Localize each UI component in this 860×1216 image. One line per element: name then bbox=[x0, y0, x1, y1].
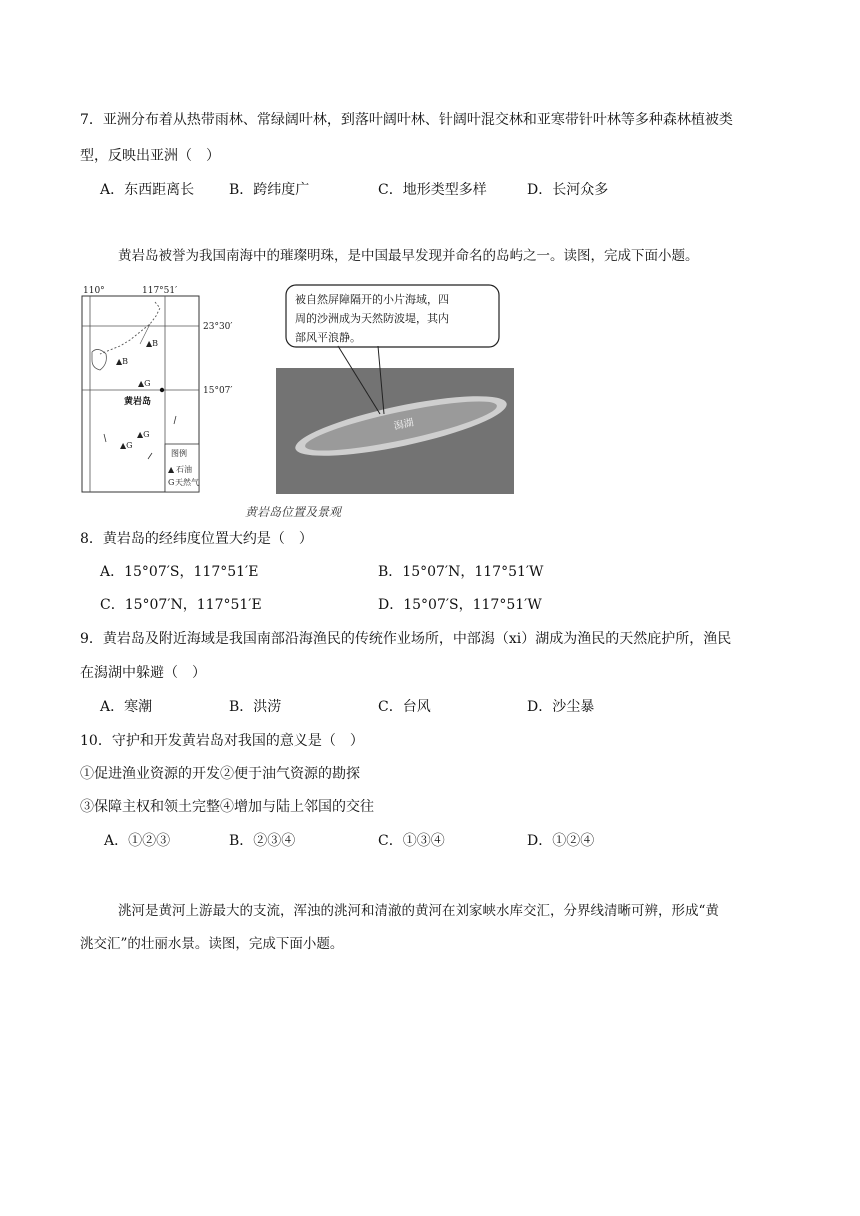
legend-oil: 石油 bbox=[176, 465, 192, 474]
q7-option-c: C．地形类型多样 bbox=[378, 182, 487, 198]
q7-stem-line2: 型，反映出亚洲（ ） bbox=[80, 148, 220, 164]
q10-statement-2: ③保障主权和领土完整④增加与陆上邻国的交往 bbox=[80, 799, 374, 815]
gas-marker-2: ▲G bbox=[137, 430, 150, 439]
map-lon2: 117°51′ bbox=[142, 286, 178, 296]
q8-option-d: D．15°07′S，117°51′W bbox=[378, 597, 542, 613]
q9-option-a: A．寒潮 bbox=[100, 699, 153, 715]
huangyan-figure bbox=[80, 284, 520, 520]
passage-taohe-line1: 洮河是黄河上游最大的支流，浑浊的洮河和清澈的黄河在刘家峡水库交汇，分界线清晰可辨，形成“黄 bbox=[118, 903, 719, 919]
q9-option-c: C．台风 bbox=[378, 699, 431, 715]
callout-line3: 部风平浪静。 bbox=[295, 331, 361, 344]
svg-text:G: G bbox=[168, 478, 175, 487]
q7-option-d: D．长河众多 bbox=[527, 182, 609, 198]
q9-stem-line2: 在潟湖中躲避（ ） bbox=[80, 665, 206, 681]
map-island-label: 黄岩岛 bbox=[124, 397, 152, 407]
huangyan-dot bbox=[160, 388, 164, 392]
passage-taohe-line2: 洮交汇”的壮丽水景。读图，完成下面小题。 bbox=[80, 936, 344, 952]
location-map bbox=[80, 284, 276, 504]
q8-option-b: B．15°07′N，117°51′W bbox=[378, 564, 544, 580]
gas-marker-3: ▲G bbox=[120, 441, 133, 450]
lagoon-label: 潟湖 bbox=[392, 417, 415, 433]
q7-option-b: B．跨纬度广 bbox=[229, 182, 310, 198]
q7-option-a: A．东西距离长 bbox=[100, 182, 195, 198]
callout-line2: 周的沙洲成为天然防波堤，其内 bbox=[295, 312, 449, 325]
map-lat2: 15°07′ bbox=[203, 386, 233, 396]
q10-option-b: B．②③④ bbox=[229, 833, 296, 849]
q9-option-b: B．洪涝 bbox=[229, 699, 282, 715]
oil-marker-2: ▲B bbox=[116, 357, 129, 366]
q10-option-c: C．①③④ bbox=[378, 833, 445, 849]
q8-option-a: A．15°07′S，117°51′E bbox=[100, 564, 259, 580]
passage-huangyan: 黄岩岛被誉为我国南海中的璀璨明珠，是中国最早发现并命名的岛屿之一。读图，完成下面小题。 bbox=[118, 248, 699, 264]
callout-box bbox=[285, 284, 500, 350]
q10-statement-1: ①促进渔业资源的开发②便于油气资源的勘探 bbox=[80, 766, 360, 782]
q8-option-c: C．15°07′N，117°51′E bbox=[100, 597, 262, 613]
callout-line1: 被自然屏障隔开的小片海域，四 bbox=[295, 293, 449, 306]
q7-stem-line1: 7．亚洲分布着从热带雨林、常绿阔叶林，到落叶阔叶林、针阔叶混交林和亚寒带针叶林等多种森林植被类 bbox=[80, 112, 733, 128]
gas-marker-1: ▲G bbox=[138, 379, 151, 388]
map-lon1: 110° bbox=[83, 286, 105, 296]
figure-caption: 黄岩岛位置及景观 bbox=[245, 505, 342, 519]
legend-title: 图例 bbox=[171, 449, 187, 458]
q10-option-a: A．①②③ bbox=[104, 833, 171, 849]
map-lat1: 23°30′ bbox=[203, 322, 233, 332]
legend-gas: 天然气 bbox=[175, 478, 199, 487]
aerial-photo bbox=[276, 368, 514, 494]
q10-option-d: D．①②④ bbox=[527, 833, 595, 849]
svg-text:▲: ▲ bbox=[168, 465, 175, 474]
q10-stem: 10．守护和开发黄岩岛对我国的意义是（ ） bbox=[80, 733, 364, 749]
q9-stem-line1: 9．黄岩岛及附近海域是我国南部沿海渔民的传统作业场所，中部潟（xi）湖成为渔民的天然庇护所，渔民 bbox=[80, 631, 732, 647]
q9-option-d: D．沙尘暴 bbox=[527, 699, 595, 715]
oil-marker-1: ▲B bbox=[146, 339, 159, 348]
q8-stem: 8．黄岩岛的经纬度位置大约是（ ） bbox=[80, 531, 313, 547]
